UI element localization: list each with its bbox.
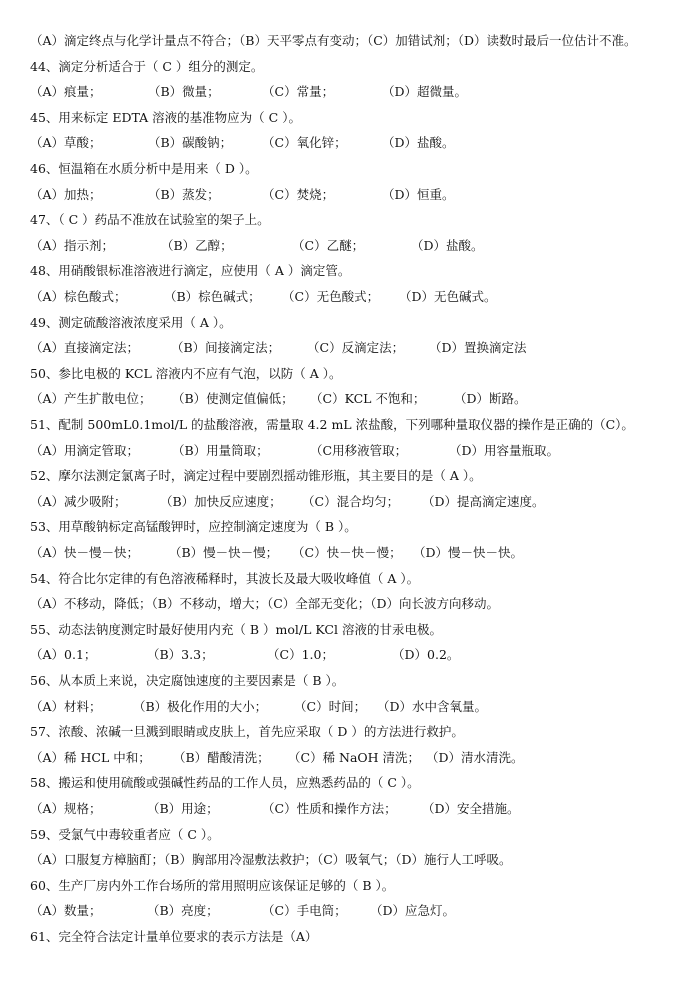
answer-option: （C）KCL 不饱和；	[310, 391, 426, 406]
answer-option: （A）加热；	[30, 187, 102, 202]
question-text: 59、受氯气中毒较重者应（ C ）。	[30, 827, 220, 842]
answer-option: （B）蒸发；	[148, 187, 220, 202]
answer-option: （A）直接滴定法；	[30, 340, 140, 355]
answer-option: （B）用量筒取；	[172, 443, 269, 458]
answer-option: （C）混合均匀；	[302, 494, 400, 509]
answer-option: （A）减少吸附；	[30, 494, 127, 509]
answer-option: （C）氧化锌；	[262, 135, 347, 150]
answer-option: （B）间接滴定法；	[171, 340, 281, 355]
answer-option: （D）恒重。	[382, 187, 455, 202]
answer-option: （D）断路。	[454, 391, 527, 406]
question-text: 48、用硝酸银标准溶液进行滴定，应使用（ A ）滴定管。	[30, 263, 351, 278]
answer-option: （A）产生扩散电位；	[30, 391, 152, 406]
question-text: 53、用草酸钠标定高锰酸钾时，应控制滴定速度为（ B ）。	[30, 519, 357, 534]
answer-option: （A）快－慢－快；	[30, 545, 140, 560]
answer-option: （C）性质和操作方法；	[262, 801, 397, 816]
answer-option: （A）指示剂；	[30, 238, 115, 253]
answer-option: （C）1.0；	[267, 647, 334, 662]
answer-option: （D）超微量。	[382, 84, 468, 99]
question-text: 50、参比电极的 KCL 溶液内不应有气泡，以防（ A ）。	[30, 366, 342, 381]
answer-option: （B）微量；	[148, 84, 220, 99]
question-text: 55、动态法钠度测定时最好使用内充（ B ）mol/L KCl 溶液的甘汞电极。	[30, 622, 442, 637]
options-line: （A）不移动，降低；（B）不移动，增大；（C）全部无变化；（D）向长波方向移动。	[30, 596, 500, 611]
question-text: 61、完全符合法定计量单位要求的表示方法是（A）	[30, 929, 318, 944]
answer-option: （A）规格；	[30, 801, 102, 816]
question-text: 49、测定硫酸溶液浓度采用（ A ）。	[30, 315, 232, 330]
answer-option: （B）用途；	[147, 801, 219, 816]
question-text: 52、摩尔法测定氯离子时，滴定过程中要剧烈摇动锥形瓶，其主要目的是（ A ）。	[30, 468, 482, 483]
question-text: 57、浓酸、浓碱一旦溅到眼睛或皮肤上，首先应采取（ D ）的方法进行救护。	[30, 724, 464, 739]
answer-option: （B）棕色碱式；	[164, 289, 261, 304]
answer-option: （B）慢－快－慢；	[169, 545, 279, 560]
answer-option: （C）乙醚；	[292, 238, 365, 253]
question-text: 47、（ C ）药品不准放在试验室的架子上。	[30, 212, 270, 227]
answer-option: （B）3.3；	[147, 647, 214, 662]
answer-option: （B）碳酸钠；	[148, 135, 233, 150]
answer-option: （B）极化作用的大小；	[133, 699, 268, 714]
question-text: 45、用来标定 EDTA 溶液的基准物应为（ C ）。	[30, 110, 301, 125]
options-line: （A）口服复方樟脑酊；（B）胸部用冷湿敷法救护；（C）吸氧气；（D）施行人工呼吸。	[30, 852, 512, 867]
answer-option: （A）稀 HCL 中和；	[30, 750, 151, 765]
answer-option: （A）草酸；	[30, 135, 102, 150]
answer-option: （A）材料；	[30, 699, 102, 714]
question-text: 56、从本质上来说，决定腐蚀速度的主要因素是（ B ）。	[30, 673, 345, 688]
answer-option: （C）快－快－慢；	[292, 545, 402, 560]
answer-option: （D）0.2。	[392, 647, 460, 662]
answer-option: （A）用滴定管取；	[30, 443, 140, 458]
answer-option: （B）使测定值偏低；	[172, 391, 294, 406]
answer-option: （A）数量；	[30, 903, 102, 918]
answer-option: （C）常量；	[262, 84, 335, 99]
answer-option: （A）0.1；	[30, 647, 97, 662]
answer-option: （C）无色酸式；	[282, 289, 380, 304]
answer-option: （D）提高滴定速度。	[422, 494, 545, 509]
answer-option: （C）焚烧；	[262, 187, 335, 202]
question-text: 60、生产厂房内外工作台场所的常用照明应该保证足够的（ B ）。	[30, 878, 395, 893]
answer-option: （D）水中含氧量。	[377, 699, 488, 714]
answer-option: （D）盐酸。	[411, 238, 484, 253]
answer-option: （D）清水清洗。	[426, 750, 524, 765]
answer-option: （C）手电筒；	[262, 903, 347, 918]
question-text: 58、搬运和使用硫酸或强碱性药品的工作人员，应熟悉药品的（ C ）。	[30, 775, 420, 790]
answer-option: （D）用容量瓶取。	[449, 443, 560, 458]
answer-option: （D）慢－快－快。	[413, 545, 524, 560]
question-text: 51、配制 500mL0.1mol/L 的盐酸溶液，需量取 4.2 mL 浓盐酸，下列哪种量取仪器的操作是正确的（C）。	[30, 417, 634, 432]
answer-option: （C）时间；	[294, 699, 367, 714]
question-text: 54、符合比尔定律的有色溶液稀释时，其波长及最大吸收峰值（ A ）。	[30, 571, 420, 586]
answer-option: （B）加快反应速度；	[160, 494, 282, 509]
answer-option: （C）稀 NaOH 清洗；	[288, 750, 421, 765]
answer-option: （C）反滴定法；	[307, 340, 405, 355]
question-text: 44、滴定分析适合于（ C ）组分的测定。	[30, 59, 264, 74]
answer-option: （D）无色碱式。	[399, 289, 497, 304]
answer-option: （B）醋酸清洗；	[173, 750, 270, 765]
answer-option: （D）置换滴定法	[429, 340, 527, 355]
options-line: （A）滴定终点与化学计量点不符合；（B）天平零点有变动；（C）加错试剂；（D）读数时最后一位估计不准。	[30, 33, 637, 48]
answer-option: （D）盐酸。	[382, 135, 455, 150]
answer-option: （A）痕量；	[30, 84, 102, 99]
answer-option: （C用移液管取；	[310, 443, 408, 458]
answer-option: （B）乙醇；	[161, 238, 233, 253]
answer-option: （B）亮度；	[147, 903, 219, 918]
answer-option: （D）安全措施。	[422, 801, 520, 816]
answer-option: （A）棕色酸式；	[30, 289, 127, 304]
answer-option: （D）应急灯。	[370, 903, 456, 918]
question-text: 46、恒温箱在水质分析中是用来（ D ）。	[30, 161, 258, 176]
